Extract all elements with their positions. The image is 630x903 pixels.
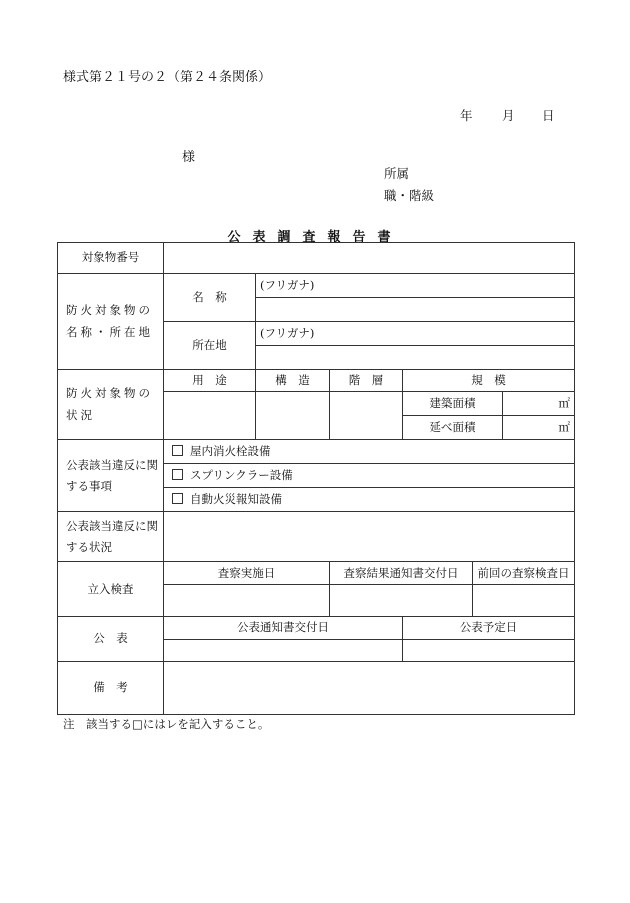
scale-label: 規 模 — [403, 370, 575, 392]
footer-note: 注 該当する□にはレを記入すること。 — [63, 717, 270, 731]
object-number-field[interactable] — [164, 243, 575, 274]
publication-scheduled-field[interactable] — [403, 639, 575, 661]
use-label: 用 途 — [164, 370, 256, 392]
date-month-label: 月 — [502, 108, 515, 123]
violation-item-label: 自動火災報知設備 — [190, 492, 282, 507]
publication-label: 公 表 — [58, 617, 164, 661]
violation-status-label: 公表該当違反に関する状況 — [58, 512, 164, 562]
floors-label: 階 層 — [330, 370, 403, 392]
violation-item-label: 屋内消火栓設備 — [190, 444, 271, 459]
structure-field[interactable] — [256, 392, 330, 440]
status-label: 防火対象物の状況 — [58, 370, 164, 440]
total-floor-area-label: 延べ面積 — [403, 416, 503, 440]
date-day-label: 日 — [542, 108, 555, 123]
position-rank-label: 職・階級 — [384, 188, 435, 203]
result-notice-date-label: 査察結果通知書交付日 — [330, 562, 473, 585]
location-label: 所在地 — [164, 322, 256, 370]
publication-header-row — [58, 617, 575, 639]
name-furigana-row — [58, 274, 575, 298]
inspection-header-row — [58, 562, 575, 585]
location-field[interactable] — [256, 346, 575, 370]
name-field[interactable] — [256, 298, 575, 322]
violation-item[interactable] — [164, 464, 575, 488]
violation-item[interactable] — [164, 440, 575, 464]
violation-status-row — [58, 512, 575, 562]
name-label: 名 称 — [164, 274, 256, 322]
object-number-label: 対象物番号 — [58, 243, 164, 274]
date-line — [460, 106, 555, 124]
remarks-row — [58, 661, 575, 714]
date-year-label: 年 — [460, 108, 473, 123]
checkbox-icon[interactable] — [172, 493, 183, 504]
name-location-label: 防火対象物の名称・所在地 — [58, 274, 164, 370]
status-header-row — [58, 370, 575, 392]
form-number: 様式第２１号の２（第２４条関係） — [63, 70, 272, 85]
use-field[interactable] — [164, 392, 256, 440]
violation-item-label: スプリンクラー設備 — [190, 468, 293, 483]
inspection-date-field[interactable] — [164, 585, 330, 617]
remarks-label: 備 考 — [58, 661, 164, 714]
violation-item-row — [58, 440, 575, 464]
publication-scheduled-label: 公表予定日 — [403, 617, 575, 639]
structure-label: 構 造 — [256, 370, 330, 392]
inspection-label: 立入検査 — [58, 562, 164, 617]
name-furigana-field[interactable]: (フリガナ) — [256, 274, 575, 298]
remarks-field[interactable] — [164, 661, 575, 714]
violation-items-label: 公表該当違反に関する事項 — [58, 440, 164, 512]
document-title: 公表調査報告書 — [227, 230, 403, 245]
previous-inspection-field[interactable] — [473, 585, 575, 617]
report-form-table — [57, 242, 575, 715]
floors-field[interactable] — [330, 392, 403, 440]
publication-notice-date-field[interactable] — [164, 639, 403, 661]
checkbox-icon[interactable] — [172, 469, 183, 480]
violation-item[interactable] — [164, 488, 575, 512]
location-furigana-field[interactable]: (フリガナ) — [256, 322, 575, 346]
publication-notice-date-label: 公表通知書交付日 — [164, 617, 403, 639]
total-floor-area-field[interactable]: ㎡ — [503, 416, 575, 440]
violation-status-field[interactable] — [164, 512, 575, 562]
building-area-field[interactable]: ㎡ — [503, 392, 575, 416]
result-notice-date-field[interactable] — [330, 585, 473, 617]
inspection-date-label: 査察実施日 — [164, 562, 330, 585]
checkbox-icon[interactable] — [172, 445, 183, 456]
affiliation-label: 所属 — [384, 166, 410, 181]
object-number-row — [58, 243, 575, 274]
previous-inspection-label: 前回の査察検査日 — [473, 562, 575, 585]
addressee-suffix: 様 — [182, 150, 196, 165]
building-area-label: 建築面積 — [403, 392, 503, 416]
